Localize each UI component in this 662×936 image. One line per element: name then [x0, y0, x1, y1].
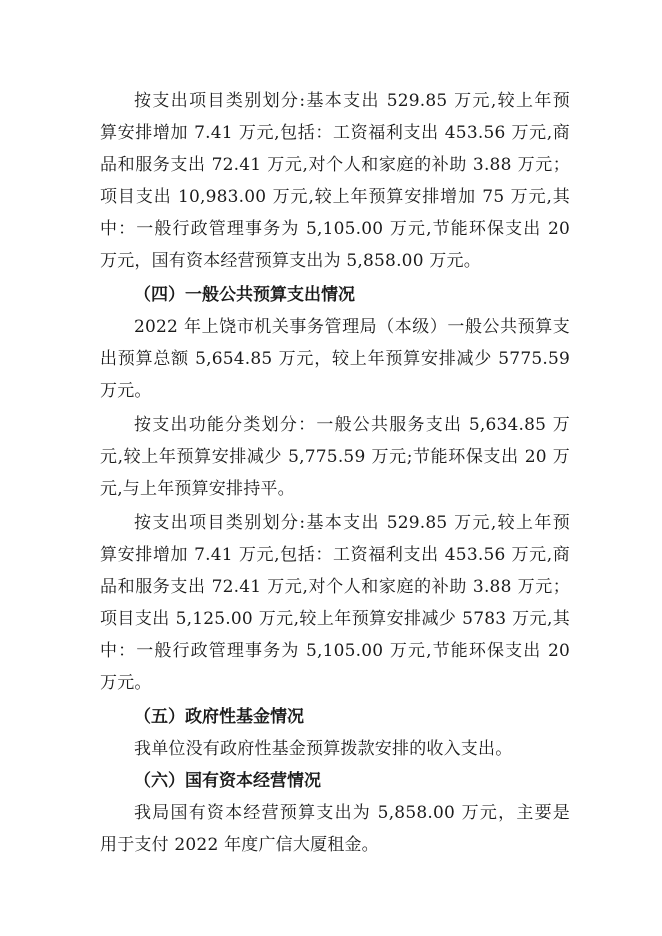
- section-heading-6: （六）国有资本经营情况: [134, 771, 321, 791]
- paragraph-line: 万元。: [100, 381, 152, 401]
- paragraph-line: 元,较上年预算安排减少 5,775.59 万元;节能环保支出 20 万: [100, 447, 570, 467]
- paragraph-line: 按支出功能分类划分：一般公共服务支出 5,634.85 万: [134, 415, 570, 435]
- paragraph-line: 品和服务支出 72.41 万元,对个人和家庭的补助 3.88 万元；: [100, 577, 570, 597]
- paragraph-line: 项目支出 5,125.00 万元,较上年预算安排减少 5783 万元,其: [100, 609, 570, 629]
- paragraph-line: 算安排增加 7.41 万元,包括：工资福利支出 453.56 万元,商: [100, 123, 570, 143]
- paragraph-line: 用于支付 2022 年度广信大厦租金。: [100, 835, 379, 855]
- paragraph-line: 万元，国有资本经营预算支出为 5,858.00 万元。: [100, 251, 481, 271]
- paragraph-line: 出预算总额 5,654.85 万元，较上年预算安排减少 5775.59: [100, 349, 570, 369]
- paragraph-line: 中：一般行政管理事务为 5,105.00 万元,节能环保支出 20: [100, 219, 570, 239]
- section-heading-4: （四）一般公共预算支出情况: [134, 285, 355, 305]
- paragraph-line: 万元。: [100, 673, 152, 693]
- paragraph-line: 算安排增加 7.41 万元,包括：工资福利支出 453.56 万元,商: [100, 545, 570, 565]
- paragraph-line: 按支出项目类别划分:基本支出 529.85 万元,较上年预: [134, 91, 570, 111]
- paragraph-line: 我单位没有政府性基金预算拨款安排的收入支出。: [134, 739, 513, 759]
- paragraph-line: 2022 年上饶市机关事务管理局（本级）一般公共预算支: [134, 317, 570, 337]
- paragraph-line: 品和服务支出 72.41 万元,对个人和家庭的补助 3.88 万元；: [100, 155, 570, 175]
- paragraph-line: 项目支出 10,983.00 万元,较上年预算安排增加 75 万元,其: [100, 187, 570, 207]
- paragraph-line: 我局国有资本经营预算支出为 5,858.00 万元，主要是: [134, 803, 570, 823]
- paragraph-line: 按支出项目类别划分:基本支出 529.85 万元,较上年预: [134, 513, 570, 533]
- section-heading-5: （五）政府性基金情况: [134, 707, 304, 727]
- paragraph-line: 元,与上年预算安排持平。: [100, 479, 295, 499]
- paragraph-line: 中：一般行政管理事务为 5,105.00 万元,节能环保支出 20: [100, 641, 570, 661]
